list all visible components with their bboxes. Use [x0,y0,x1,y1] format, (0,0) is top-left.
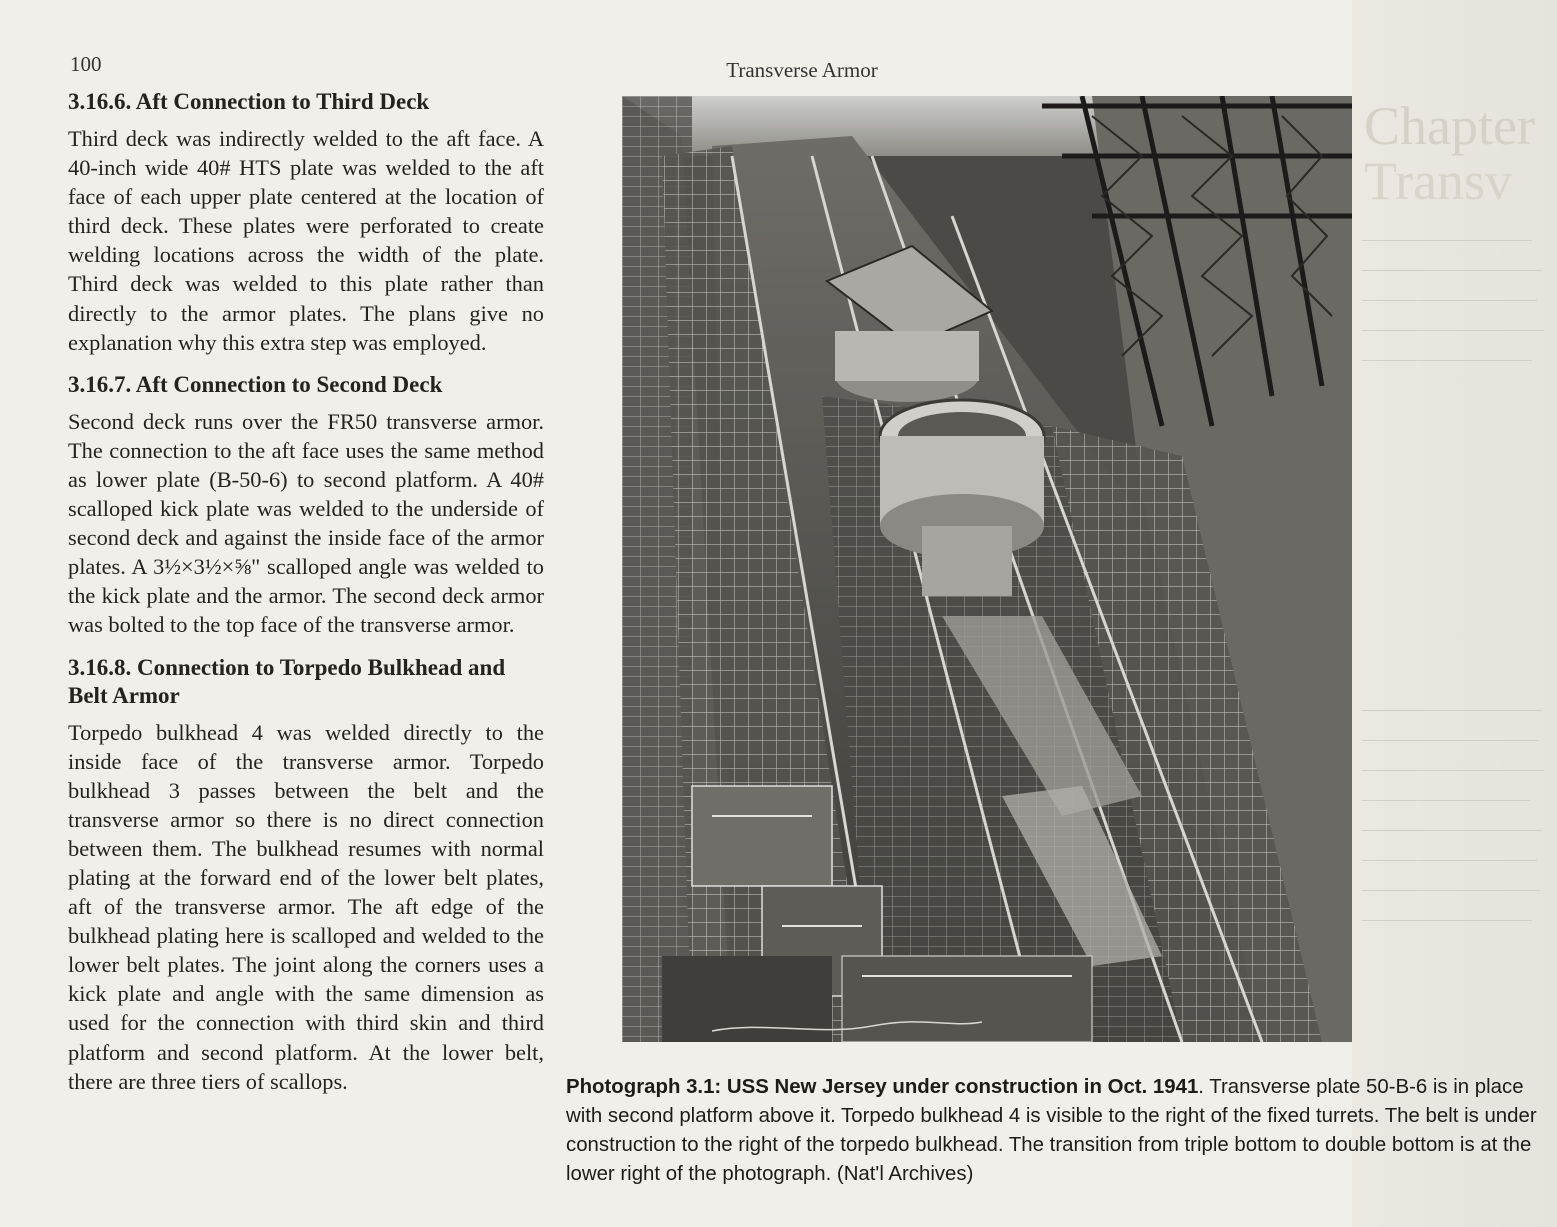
section-heading-3-16-8: 3.16.8. Connection to Torpedo Bulkhead and Belt Armor [68,654,506,708]
section-body-3-16-7 [68,407,544,640]
running-head: Transverse Armor [726,58,878,82]
photo-caption [566,1073,1538,1189]
adjacent-page-heading-ghost: Chapter [1364,96,1535,156]
caption-title: USS New Jersey under construction in Oct. 1941 [726,1076,1199,1098]
adjacent-page-title-ghost: Transv [1364,151,1513,211]
angle-dimension: 3½×3½×⅝" [153,554,261,580]
adjacent-page-bleed [1352,0,1557,1227]
photo-illustration [622,96,1352,1042]
body-part-b: scalloped angle was welded to the kick plate and the armor. The second deck armor was bolted to the top face of the transverse armor. [68,554,544,638]
section-body-3-16-6: Third deck was indirectly welded to the aft face. A 40-inch wide 40# HTS plate was welded to the aft face of each upper plate centered at the location of third deck. These plates were perforated to create welding locations across the width of the plate. Third deck was welded to this plate rather than directly to the armor plates. The plans give no explanation why this extra step was employed. [68,126,544,355]
caption-text: . Transverse plate 50-B-6 is in place with second platform above it. Torpedo bulkhead 4 is visible to the right of the fixed turrets. The belt is under construction to the right of the torpedo bulkhead. The transition from triple bottom to double bottom is at the lower right of the photograph. (Nat'l Archives) [566,1076,1537,1185]
construction-photograph [622,96,1352,1042]
section-heading-3-16-7: 3.16.7. Aft Connection to Second Deck [68,371,443,397]
caption-label: Photograph 3.1: [566,1076,722,1098]
page-number: 100 [70,52,102,76]
body-part-a: Second deck runs over the FR50 transverse armor. The connection to the aft face uses the same method as lower plate (B-50-6) to second platform. A 40# scalloped kick plate was welded to the underside of second deck and against the inside face of the armor plates. A [68,408,544,580]
text-column [64,88,544,1110]
section-body-3-16-8: Torpedo bulkhead 4 was welded directly to the inside face of the transverse armor. Torpedo bulkhead 3 passes between the belt and the transverse armor so there is no direct connection between them. The bulkhead resumes with normal plating at the forward end of the lower belt plates, aft of the transverse armor. The aft edge of the bulkhead plating here is scalloped and welded to the lower belt plates. The joint along the corners uses a kick plate and angle with the same dimension as used for the connection with third skin and third platform and second platform. At the lower belt, there are three tiers of scallops. [68,719,544,1094]
section-heading-3-16-6: 3.16.6. Aft Connection to Third Deck [68,89,430,114]
